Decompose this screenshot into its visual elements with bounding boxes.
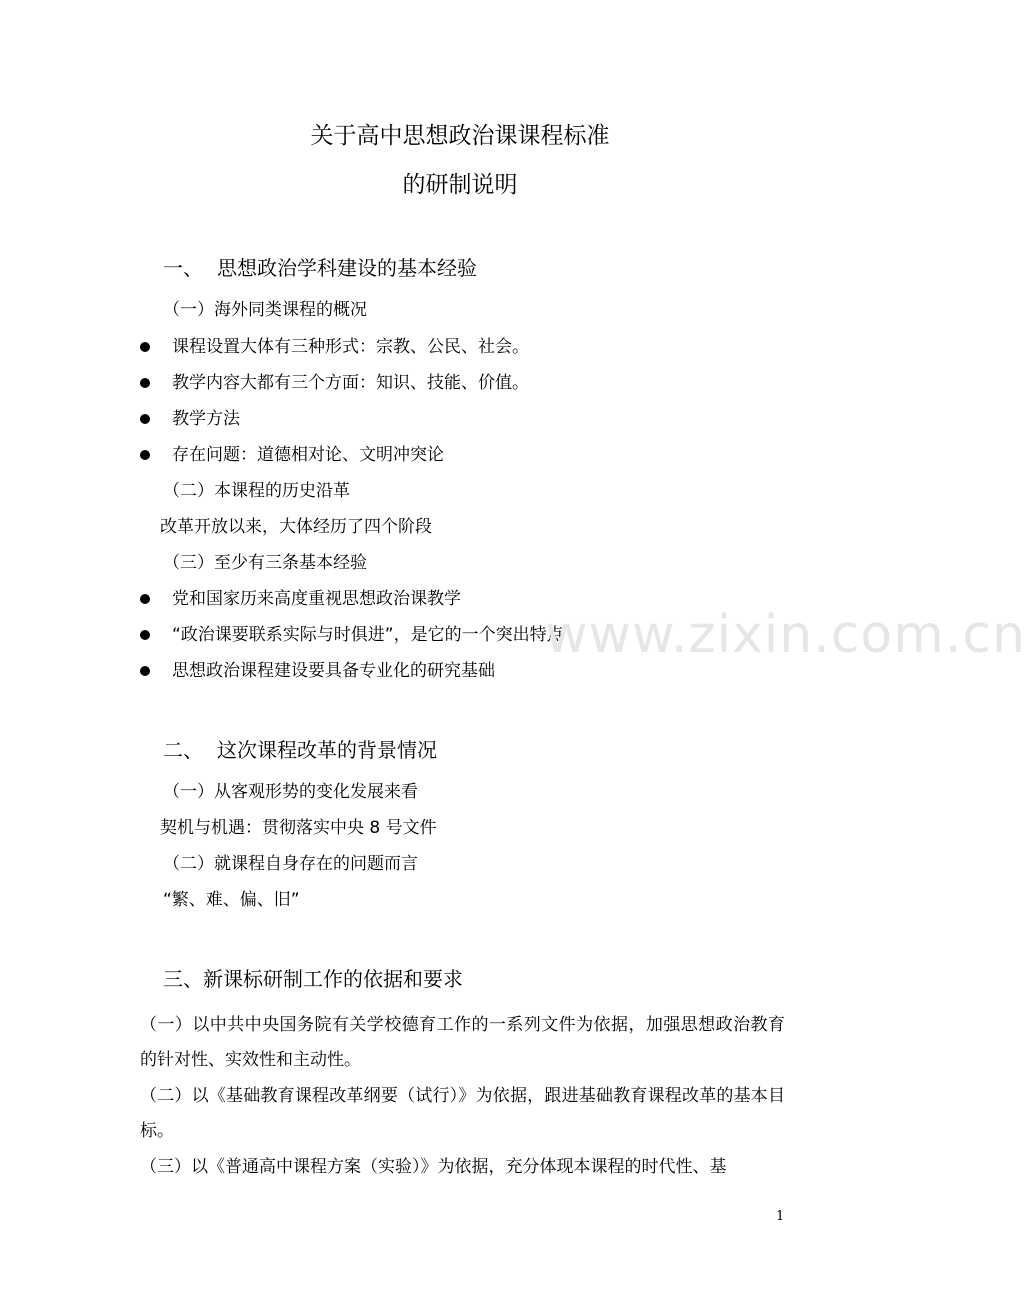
document-title-line1: 关于高中思想政治课课程标准 [310, 123, 610, 149]
bullet-dot-icon [140, 630, 150, 640]
section2-sub2-text: “繁、难、偏、旧” [163, 890, 300, 910]
section2-subheading-1: （一）从客观形势的变化发展来看 [163, 782, 418, 802]
section1-number: 一、 [163, 256, 203, 280]
bullet-dot-icon [140, 594, 150, 604]
section1-subheading-2: （二）本课程的历史沿革 [163, 481, 350, 501]
page-number: 1 [776, 1209, 785, 1224]
section2-subheading-2: （二）就课程自身存在的问题而言 [163, 854, 418, 874]
section1-subheading-1: （一）海外同类课程的概况 [163, 300, 367, 320]
list-item: 教学内容大都有三个方面：知识、技能、价值。 [172, 373, 529, 393]
list-item: 教学方法 [172, 409, 240, 429]
section2-heading: 这次课程改革的背景情况 [217, 738, 437, 762]
list-item: 党和国家历来高度重视思想政治课教学 [172, 589, 461, 609]
bullet-dot-icon [140, 666, 150, 676]
list-item: “政治课要联系实际与时俱进”，是它的一个突出特点 [172, 625, 564, 645]
list-item: 课程设置大体有三种形式：宗教、公民、社会。 [172, 337, 529, 357]
section3-heading: 三、新课标研制工作的依据和要求 [163, 967, 463, 991]
bullet-dot-icon [140, 414, 150, 424]
section1-sub2-text: 改革开放以来，大体经历了四个阶段 [160, 517, 432, 537]
bullet-dot-icon [140, 378, 150, 388]
watermark: www.zixin.com.cn [545, 605, 1026, 665]
section3-paragraph-1: （一）以中共中央国务院有关学校德育工作的一系列文件为依据，加强思想政治教育的针对性、实效性和主动性。 [140, 1015, 785, 1070]
section3-paragraph-2: （二）以《基础教育课程改革纲要（试行）》为依据，跟进基础教育课程改革的基本目标。 [140, 1086, 785, 1141]
section1-subheading-3: （三）至少有三条基本经验 [163, 553, 367, 573]
section3-paragraph-3: （三）以《普通高中课程方案（实验）》为依据，充分体现本课程的时代性、基 [140, 1157, 727, 1177]
document-title-line2: 的研制说明 [402, 172, 518, 198]
list-item: 存在问题：道德相对论、文明冲突论 [172, 445, 444, 465]
bullet-dot-icon [140, 342, 150, 352]
section2-number: 二、 [163, 738, 203, 762]
bullet-dot-icon [140, 450, 150, 460]
section2-sub1-text: 契机与机遇：贯彻落实中央 8 号文件 [160, 818, 437, 838]
list-item: 思想政治课程建设要具备专业化的研究基础 [172, 661, 495, 681]
section1-heading: 思想政治学科建设的基本经验 [217, 256, 477, 280]
